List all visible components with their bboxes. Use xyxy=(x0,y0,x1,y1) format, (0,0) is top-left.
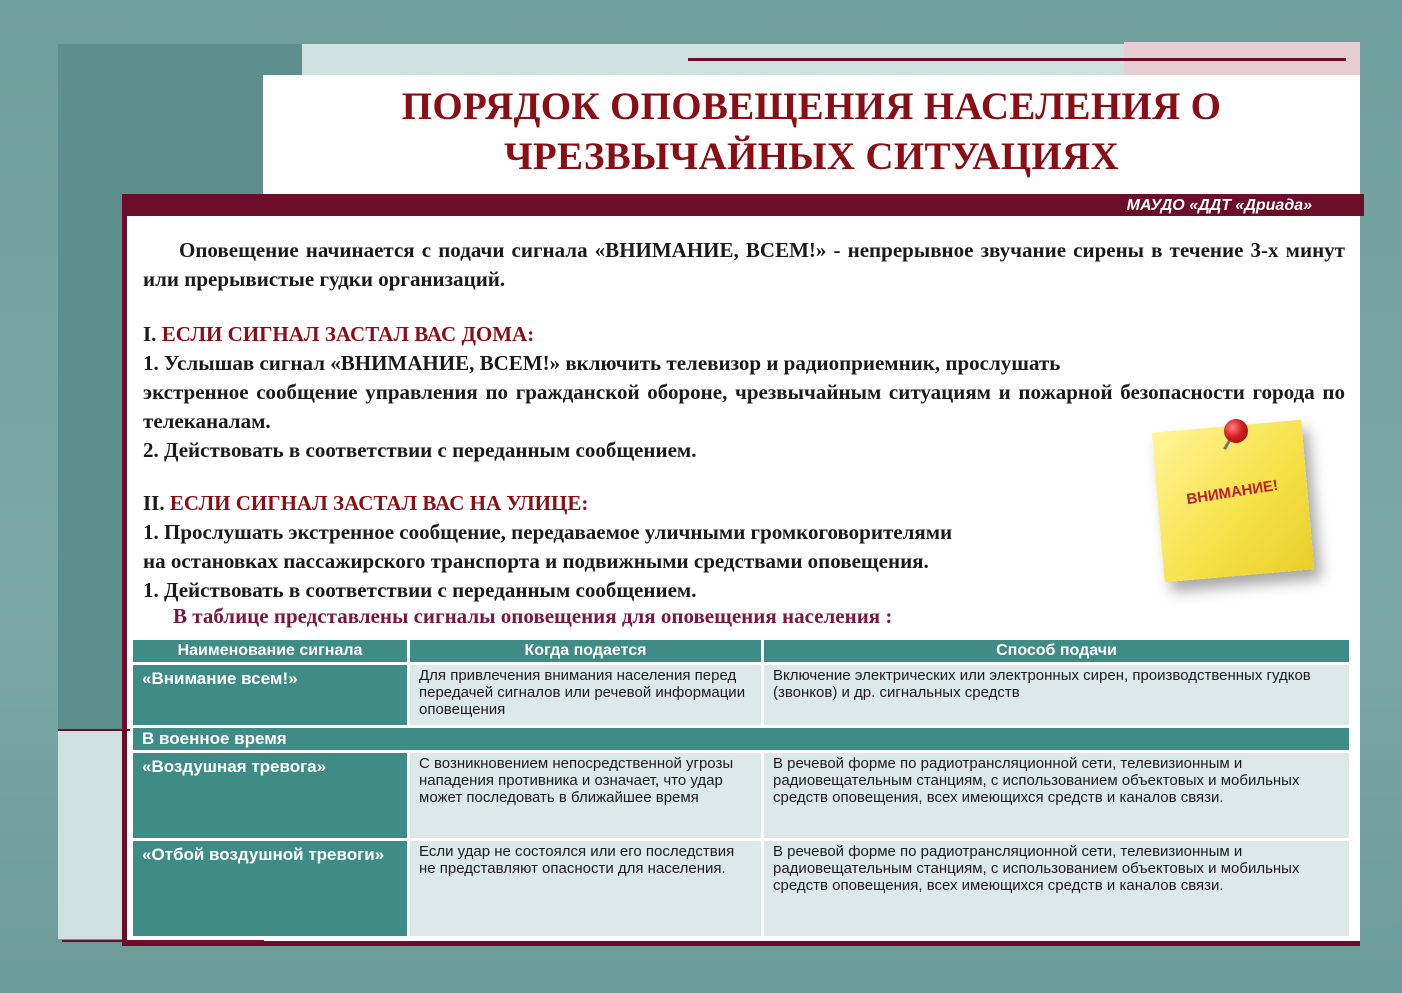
signals-table xyxy=(130,637,1352,939)
section-2-title: ЕСЛИ СИГНАЛ ЗАСТАЛ ВАС НА УЛИЦЕ: xyxy=(169,491,589,515)
title-line-2: ЧРЕЗВЫЧАЙНЫХ СИТУАЦИЯХ xyxy=(504,135,1119,178)
pushpin-icon xyxy=(1224,419,1248,443)
table-header-row xyxy=(132,639,1351,664)
section-1-item-1: 1. Услышав сигнал «ВНИМАНИЕ, ВСЕМ!» включить телевизор и радиоприемник, прослушать xyxy=(143,351,1061,375)
column-header: Когда подается xyxy=(409,639,763,664)
decor-line xyxy=(58,729,130,731)
section-2-numeral: II. xyxy=(143,491,165,515)
section-label: В военное время xyxy=(132,727,1351,752)
sticky-note-text: ВНИМАНИЕ! xyxy=(1185,476,1280,509)
top-decor-line xyxy=(688,58,1346,61)
signal-how: В речевой форме по радиотрансляционной сети, телевизионным и радиовещательным станциям, с использованием объектовых и мобильных средств оповещения, всех имеющихся средств и каналов связи. xyxy=(763,840,1351,938)
signal-when: Для привлечения внимания населения перед передачей сигналов или речевой информации оповещения xyxy=(409,664,763,727)
decor-line xyxy=(62,940,264,942)
signal-name: «Воздушная тревога» xyxy=(132,752,409,840)
title-line-1: ПОРЯДОК ОПОВЕЩЕНИЯ НАСЕЛЕНИЯ О xyxy=(401,85,1222,128)
table-caption: В таблице представлены сигналы оповещения для оповещения населения : xyxy=(173,604,893,628)
organization-label: МАУДО «ДДТ «Дриада» xyxy=(1126,197,1312,214)
signal-name: «Отбой воздушной тревоги» xyxy=(132,840,409,938)
intro-paragraph: Оповещение начинается с подачи сигнала «ВНИМАНИЕ, ВСЕМ!» - непрерывное звучание сирены в течение 3-х минут или прерывистые гудки организаций. xyxy=(143,238,1345,291)
table-section-row xyxy=(132,727,1351,752)
section-1-title: ЕСЛИ СИГНАЛ ЗАСТАЛ ВАС ДОМА: xyxy=(161,322,535,346)
section-1-item-1-rest: экстренное сообщение управления по гражданской обороне, чрезвычайным ситуациям и пожарной безопасности города по телеканалам. xyxy=(143,380,1345,433)
sticky-note xyxy=(1152,420,1315,583)
section-2-item-1-line-2: на остановках пассажирского транспорта и подвижными средствами оповещения. xyxy=(143,549,929,573)
column-header: Наименование сигнала xyxy=(132,639,409,664)
section-2 xyxy=(143,489,1153,605)
page-title xyxy=(263,82,1360,182)
table-row xyxy=(132,752,1351,840)
column-header: Способ подачи xyxy=(763,639,1351,664)
signal-how: Включение электрических или электронных сирен, производственных гудков (звонков) и др. сигнальных средств xyxy=(763,664,1351,727)
signal-name: «Внимание всем!» xyxy=(132,664,409,727)
section-1-item-2: 2. Действовать в соответствии с переданным сообщением. xyxy=(143,438,697,462)
section-1-numeral: I. xyxy=(143,322,157,346)
table-row xyxy=(132,840,1351,938)
section-2-heading xyxy=(143,489,1153,518)
signal-when: С возникновением непосредственной угрозы нападения противника и означает, что удар может последовать в ближайшее время xyxy=(409,752,763,840)
signal-how: В речевой форме по радиотрансляционной сети, телевизионным и радиовещательным станциям, с использованием объектовых и мобильных средств оповещения, всех имеющихся средств и каналов связи. xyxy=(763,752,1351,840)
section-1-heading xyxy=(143,320,1345,349)
section-2-item-1-line-1: 1. Прослушать экстренное сообщение, передаваемое уличными громкоговорителями xyxy=(143,520,953,544)
table-row xyxy=(132,664,1351,727)
section-2-item-2: 1. Действовать в соответствии с переданным сообщением. xyxy=(143,578,697,602)
signal-when: Если удар не состоялся или его последствия не представляют опасности для населения. xyxy=(409,840,763,938)
